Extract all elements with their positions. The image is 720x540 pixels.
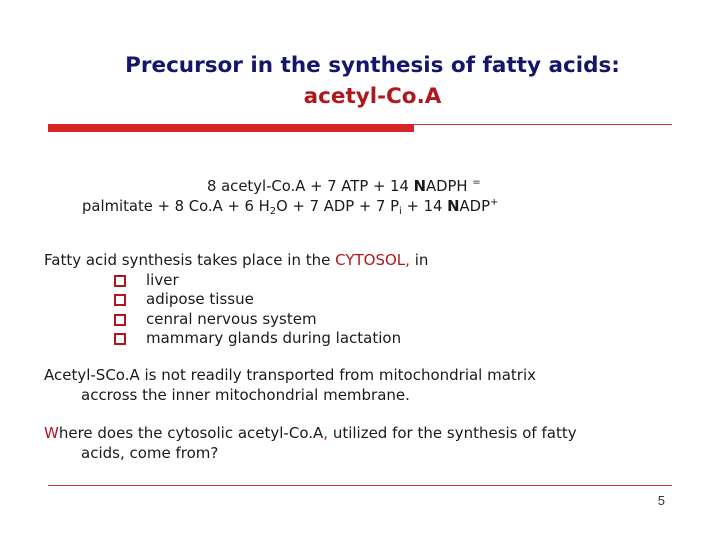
list-item: mammary glands during lactation — [44, 329, 428, 349]
checkbox-bullet-icon — [114, 275, 126, 287]
title-line-1: Precursor in the synthesis of fatty acids: — [125, 53, 620, 78]
equation-line-1: 8 acetyl-Co.A + 7 ATP + 14 NADPH = — [207, 177, 481, 195]
title-divider-line — [414, 124, 672, 125]
list-item: cenral nervous system — [44, 310, 428, 330]
list-item: adipose tissue — [44, 290, 428, 310]
equation-line-2: palmitate + 8 Co.A + 6 $H_2O + 7$ ADP + 7 $P_i + 14$ NADP+ — [82, 197, 499, 217]
checkbox-bullet-icon — [114, 314, 126, 326]
page-number: 5 — [657, 493, 665, 508]
paragraph-cytosol — [44, 251, 428, 349]
cytosol-highlight: CYTOSOL — [335, 251, 406, 269]
tissue-list — [44, 271, 428, 349]
checkbox-bullet-icon — [114, 294, 126, 306]
slide-title — [0, 50, 720, 112]
footer-divider-line — [48, 485, 672, 486]
title-accent-bar — [48, 124, 414, 132]
checkbox-bullet-icon — [114, 333, 126, 345]
list-item: liver — [44, 271, 428, 291]
paragraph-cytosol-intro: Fatty acid synthesis takes place in the CYTOSOL, in — [44, 251, 429, 269]
paragraph-transport: Acetyl-SCo.A is not readily transported from mitochondrial matrix accross the inner mitochondrial membrane. — [44, 366, 537, 404]
paragraph-question: Where does the cytosolic acetyl-Co.A, utilized for the synthesis of fatty acids, come from? — [44, 424, 577, 462]
title-line-2: acetyl-Co.A — [303, 84, 442, 109]
